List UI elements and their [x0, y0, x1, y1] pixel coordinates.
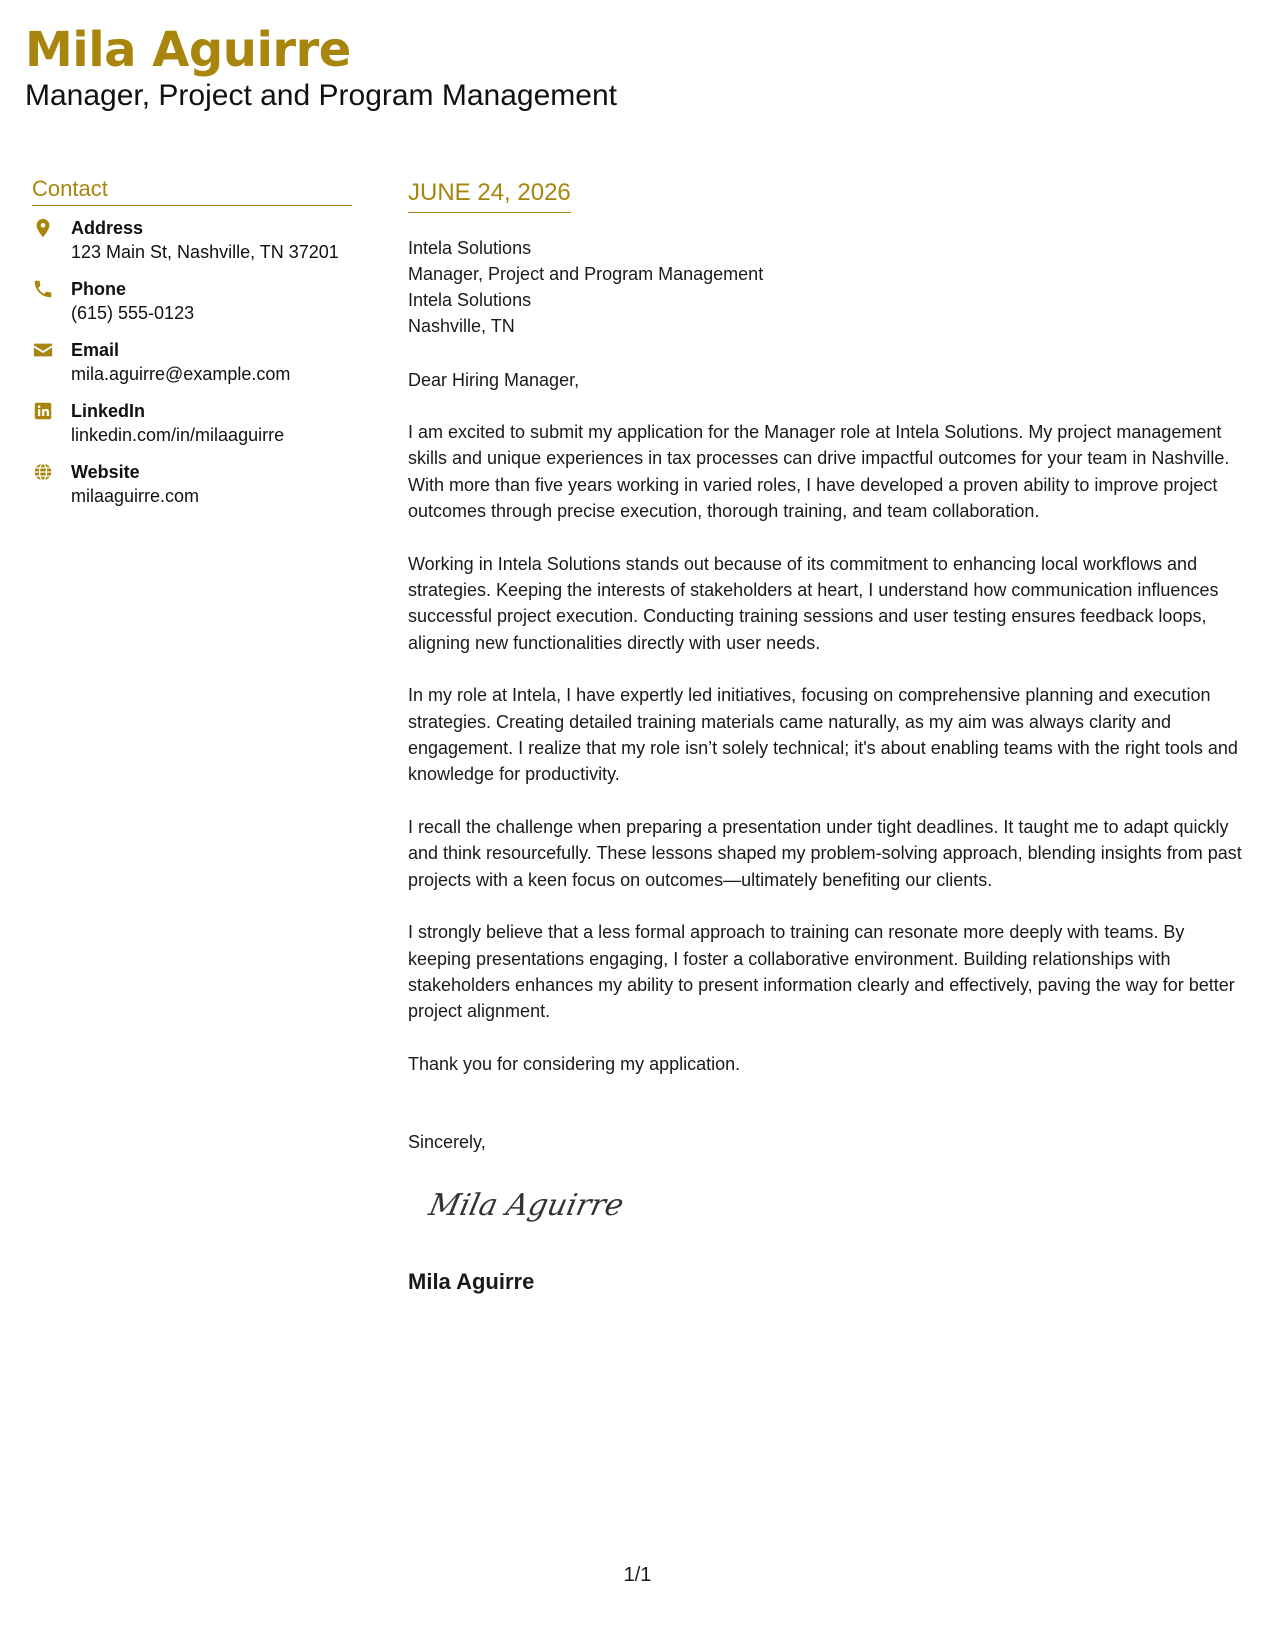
letter-paragraph: I strongly believe that a less formal approach to training can resonate more deeply with teams. By keeping presentations engaging, I foster a collaborative environment. Building relationships with stakeholders enhances my ability to present information clearly and effectively, paving the way for better project alignment.: [408, 922, 1235, 1022]
contact-label: Address: [71, 218, 144, 238]
salutation: Dear Hiring Manager,: [408, 370, 580, 390]
recipient-block: [408, 235, 1248, 339]
map-pin-icon: [32, 217, 54, 239]
signer-name: Mila Aguirre: [408, 1269, 535, 1295]
contact-label: Phone: [71, 279, 127, 299]
contact-value: 123 Main St, Nashville, TN 37201: [71, 242, 339, 262]
document-header: [25, 22, 617, 114]
contact-label: LinkedIn: [71, 401, 146, 421]
letter-paragraph: Thank you for considering my application.: [408, 1053, 741, 1074]
recipient-line: Intela Solutions: [408, 290, 532, 310]
page-number: 1/1: [623, 1564, 652, 1586]
contact-item-email: [32, 338, 352, 387]
contact-sidebar: [32, 175, 352, 521]
contact-item-linkedin: [32, 399, 352, 448]
applicant-headline: Manager, Project and Program Management: [25, 79, 617, 112]
contact-label: Email: [71, 340, 120, 360]
recipient-line: Manager, Project and Program Management: [408, 264, 764, 284]
handwritten-signature: [424, 1175, 664, 1235]
letter-date: JUNE 24, 2026: [408, 178, 571, 213]
contact-value: (615) 555-0123: [71, 303, 195, 323]
recipient-line: Intela Solutions: [408, 238, 532, 258]
recipient-line: Nashville, TN: [408, 316, 515, 336]
letter-paragraph: In my role at Intela, I have expertly led initiatives, focusing on comprehensive planning and execution strategies. Creating detailed training materials came naturally, as my aim was always clarity and engagement. I realize that my role isn’t solely technical; it's about enabling teams with the right tools and knowledge for productivity.: [408, 685, 1238, 785]
globe-icon: [32, 461, 54, 483]
contact-item-phone: [32, 277, 352, 326]
closing: Sincerely,: [408, 1132, 486, 1153]
letter-paragraph: I am excited to submit my application for the Manager role at Intela Solutions. My project management skills and unique experiences in tax processes can drive impactful outcomes for your team in Nashville. With more than five years working in varied roles, I have developed a proven ability to improve project outcomes through precise execution, thorough training, and team collaboration.: [408, 422, 1230, 522]
contact-list: [32, 216, 352, 509]
letter-paragraph: Working in Intela Solutions stands out because of its commitment to enhancing local workflows and strategies. Keeping the interests of stakeholders at heart, I understand how communication influences successful project execution. Conducting training sessions and user testing ensures feedback loops, aligning new functionalities directly with user needs.: [408, 553, 1219, 653]
linkedin-icon: [32, 400, 54, 422]
contact-item-address: [32, 216, 352, 265]
contact-value: mila.aguirre@example.com: [71, 364, 291, 384]
contact-value: milaaguirre.com: [71, 486, 200, 506]
envelope-icon: [32, 339, 54, 361]
contact-item-website: [32, 460, 352, 509]
applicant-name: Mila Aguirre: [25, 22, 351, 78]
contact-section-title: Contact: [32, 175, 352, 206]
signature-text: Mila Aguirre: [425, 1188, 627, 1224]
letter-body: [408, 178, 1248, 1296]
contact-value: linkedin.com/in/milaaguirre: [71, 425, 285, 445]
phone-icon: [32, 278, 54, 300]
contact-label: Website: [71, 462, 140, 482]
letter-paragraph: I recall the challenge when preparing a presentation under tight deadlines. It taught me to adapt quickly and think resourcefully. These lessons shaped my problem-solving approach, blending insights from past projects with a keen focus on outcomes—ultimately benefiting our clients.: [408, 816, 1242, 890]
